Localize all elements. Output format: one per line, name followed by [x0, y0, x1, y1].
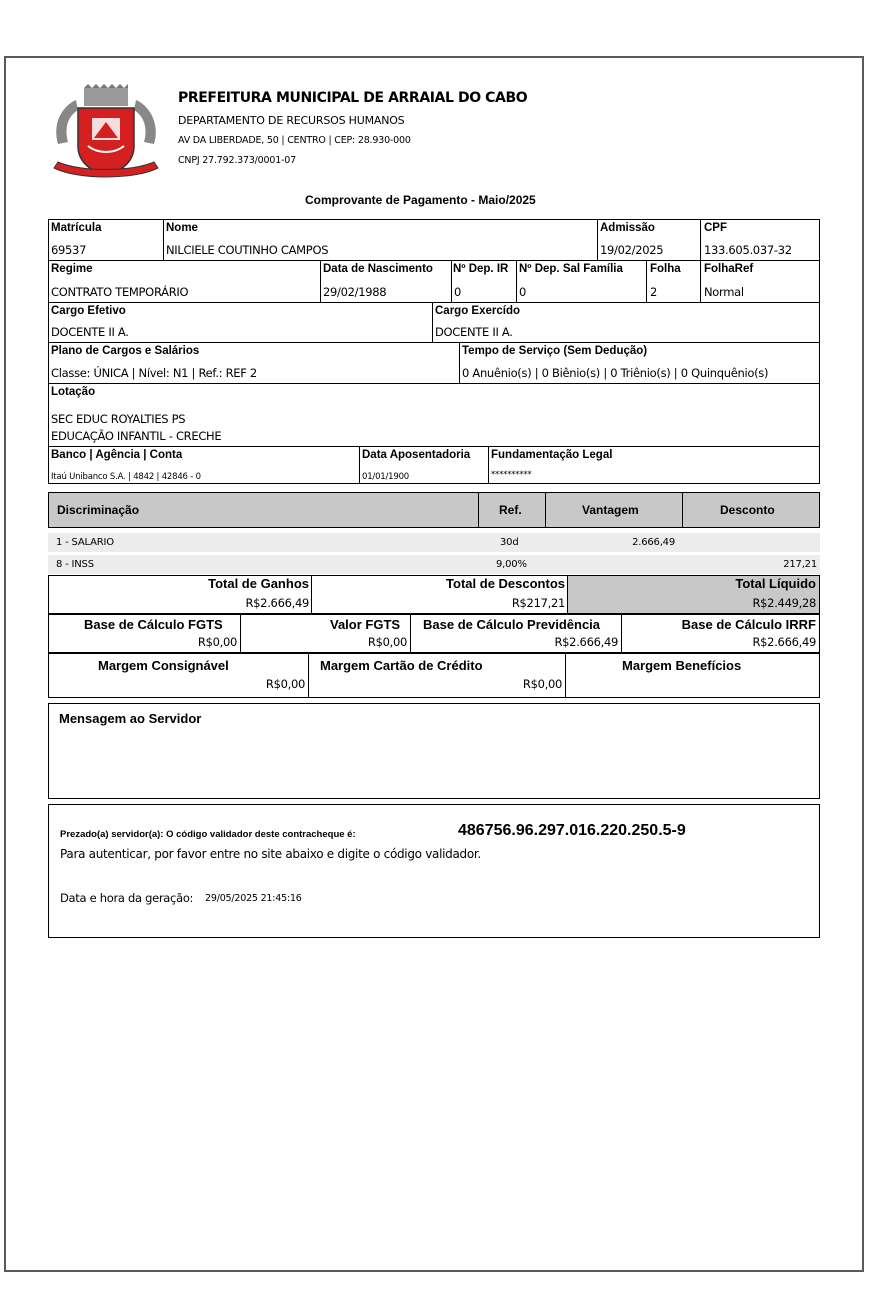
row-desc: 8 - INSS [56, 559, 94, 570]
total-ganhos-value: R$2.666,49 [245, 596, 309, 610]
margem-cartao-value: R$0,00 [522, 677, 562, 691]
nome-label: Nome [166, 222, 198, 234]
document-title: Comprovante de Pagamento - Maio/2025 [305, 193, 536, 207]
row-vantagem: 2.666,49 [632, 537, 675, 548]
total-descontos-value: R$217,21 [511, 596, 565, 610]
row-desc: 1 - SALARIO [56, 537, 114, 548]
fundamentacao-label: Fundamentação Legal [491, 449, 613, 461]
folharef-value: Normal [704, 285, 744, 299]
cpf-value: 133.605.037-32 [704, 243, 792, 257]
nascimento-label: Data de Nascimento [323, 263, 433, 275]
base-fgts-value: R$0,00 [197, 635, 237, 649]
org-name: PREFEITURA MUNICIPAL DE ARRAIAL DO CABO [178, 90, 528, 106]
base-previdencia-label: Base de Cálculo Previdência [423, 617, 601, 632]
col-ref: Ref. [499, 503, 522, 517]
matricula-label: Matrícula [51, 222, 102, 234]
lotacao-line2: EDUCAÇÃO INFANTIL - CRECHE [51, 429, 222, 443]
base-irrf-label: Base de Cálculo IRRF [681, 617, 816, 632]
cargo-exercido-label: Cargo Exercído [435, 305, 520, 317]
coat-of-arms-logo [48, 84, 164, 184]
valor-fgts-label: Valor FGTS [330, 617, 401, 632]
folha-label: Folha [650, 263, 681, 275]
department-name: DEPARTAMENTO DE RECURSOS HUMANOS [178, 114, 405, 127]
row-desconto: 217,21 [783, 559, 817, 570]
total-ganhos-label: Total de Ganhos [208, 576, 309, 591]
generated-value: 29/05/2025 21:45:16 [205, 893, 302, 904]
validation-instruction: Para autenticar, por favor entre no site abaixo e digite o código validador. [60, 847, 481, 861]
table-row [48, 555, 820, 574]
banco-label: Banco | Agência | Conta [51, 449, 183, 461]
base-fgts-label: Base de Cálculo FGTS [84, 617, 223, 632]
nascimento-value: 29/02/1988 [323, 285, 387, 299]
table-row [48, 533, 820, 552]
row-ref: 30d [500, 537, 519, 548]
valor-fgts-value: R$0,00 [367, 635, 407, 649]
dep-sal-value: 0 [519, 285, 527, 299]
aposentadoria-value: 01/01/1900 [362, 472, 409, 482]
validation-box [48, 804, 820, 938]
admissao-value: 19/02/2025 [600, 243, 664, 257]
org-cnpj: CNPJ 27.792.373/0001-07 [178, 155, 296, 166]
tempo-label: Tempo de Serviço (Sem Dedução) [462, 345, 648, 357]
plano-label: Plano de Cargos e Salários [51, 345, 200, 357]
lotacao-label: Lotação [51, 386, 96, 398]
regime-label: Regime [51, 263, 93, 275]
row-ref: 9,00% [496, 559, 527, 570]
org-address: AV DA LIBERDADE, 50 | CENTRO | CEP: 28.930-000 [178, 135, 411, 146]
total-liquido-value: R$2.449,28 [752, 596, 816, 610]
cargo-exercido-value: DOCENTE II A. [435, 325, 513, 339]
items-header-row [48, 492, 820, 528]
fundamentacao-value: ********** [491, 470, 532, 480]
banco-value: Itaú Unibanco S.A. | 4842 | 42846 - 0 [51, 472, 201, 482]
total-descontos-label: Total de Descontos [446, 576, 565, 591]
matricula-value: 69537 [51, 243, 87, 257]
regime-value: CONTRATO TEMPORÁRIO [51, 285, 189, 299]
col-desconto: Desconto [720, 503, 775, 517]
folha-value: 2 [650, 285, 658, 299]
plano-value: Classe: ÚNICA | Nível: N1 | Ref.: REF 2 [51, 366, 257, 380]
margem-cartao-label: Margem Cartão de Crédito [320, 658, 483, 673]
margem-consignavel-value: R$0,00 [265, 677, 305, 691]
col-vantagem: Vantagem [582, 503, 639, 517]
margem-beneficios-label: Margem Benefícios [622, 658, 742, 673]
folharef-label: FolhaRef [704, 263, 754, 275]
dep-sal-label: Nº Dep. Sal Família [519, 263, 623, 275]
total-liquido-label: Total Líquido [735, 576, 816, 591]
aposentadoria-label: Data Aposentadoria [362, 449, 471, 461]
dep-ir-value: 0 [454, 285, 462, 299]
generated-label: Data e hora da geração: [60, 891, 194, 905]
cargo-efetivo-label: Cargo Efetivo [51, 305, 126, 317]
base-irrf-value: R$2.666,49 [752, 635, 816, 649]
message-label: Mensagem ao Servidor [59, 711, 202, 726]
base-previdencia-value: R$2.666,49 [554, 635, 618, 649]
admissao-label: Admissão [600, 222, 655, 234]
lotacao-line1: SEC EDUC ROYALTIES PS [51, 412, 186, 426]
validation-intro: Prezado(a) servidor(a): O código validador deste contracheque é: [60, 829, 356, 840]
tempo-value: 0 Anuênio(s) | 0 Biênio(s) | 0 Triênio(s) | 0 Quinquênio(s) [462, 366, 769, 380]
validation-code: 486756.96.297.016.220.250.5-9 [458, 822, 686, 839]
col-discriminacao: Discriminação [57, 503, 140, 517]
nome-value: NILCIELE COUTINHO CAMPOS [166, 243, 329, 257]
margem-consignavel-label: Margem Consignável [98, 658, 229, 673]
cpf-label: CPF [704, 222, 727, 234]
dep-ir-label: Nº Dep. IR [453, 263, 509, 275]
cargo-efetivo-value: DOCENTE II A. [51, 325, 129, 339]
